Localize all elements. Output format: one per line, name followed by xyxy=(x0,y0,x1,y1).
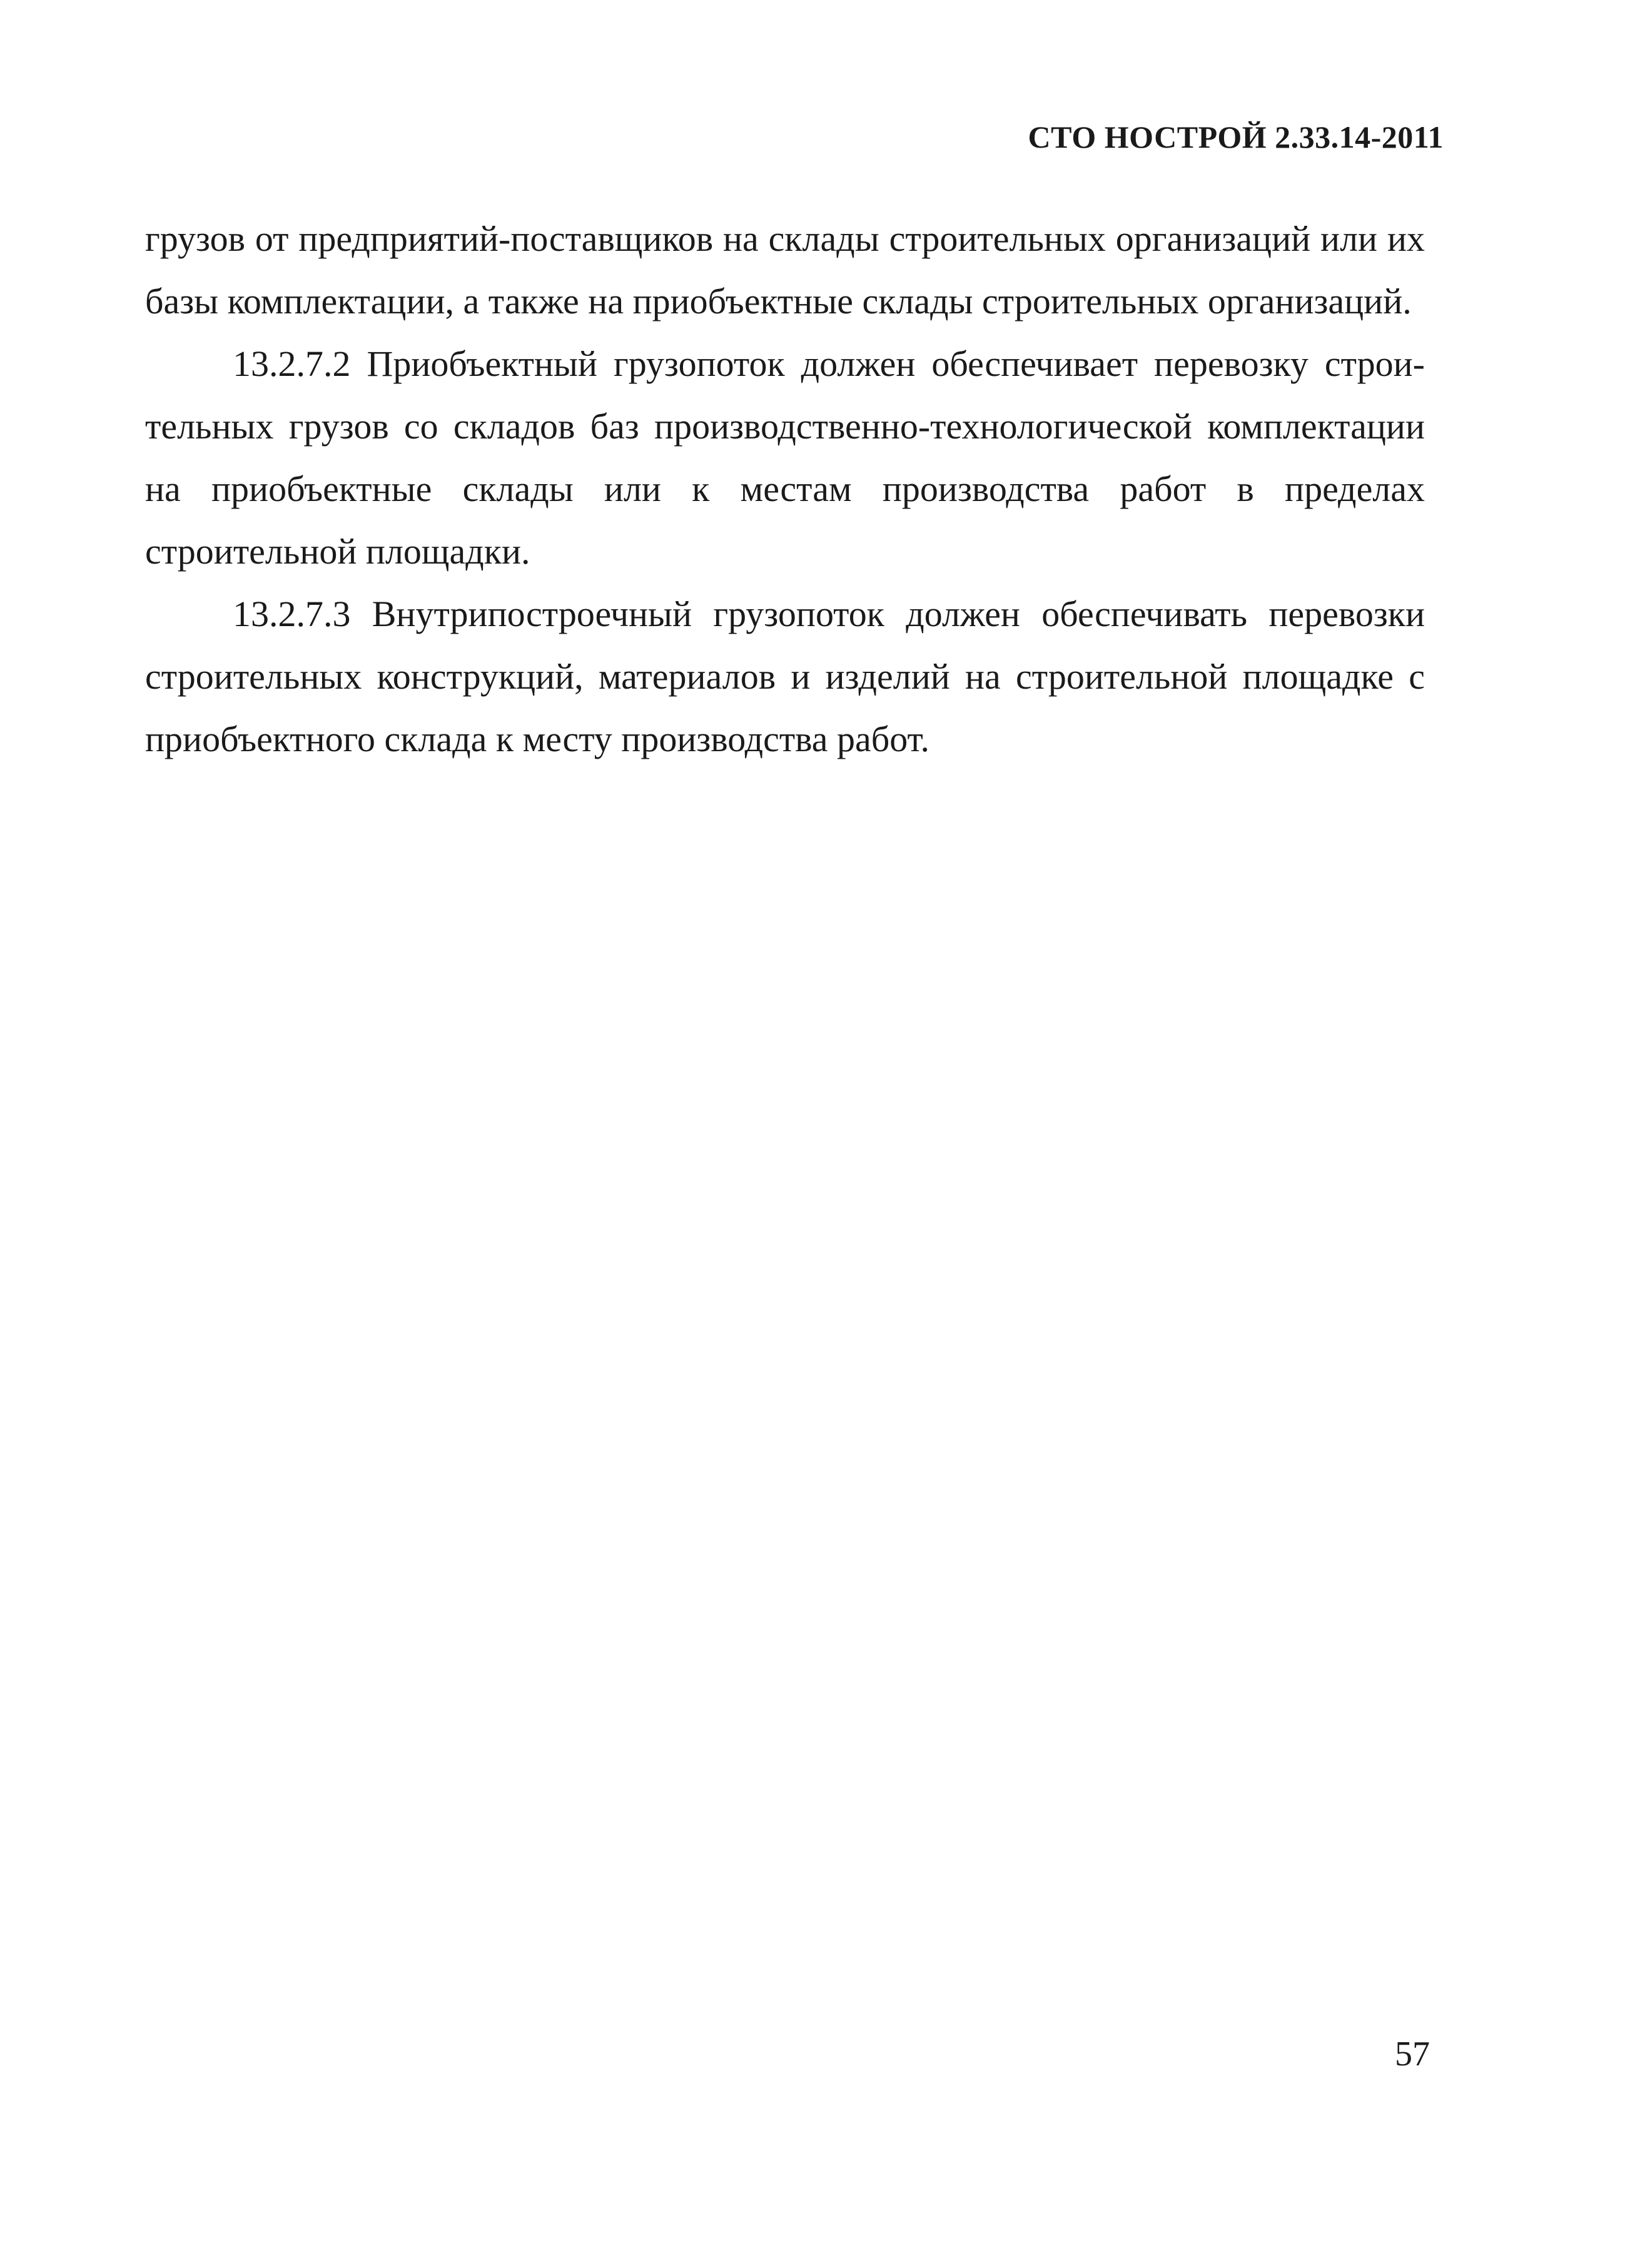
page-number: 57 xyxy=(1395,2035,1430,2073)
paragraph-continuation: грузов от предприятий-поставщиков на склады строительных организаций или их базы комплектации, а также на приобъектные склады строительных организаций. xyxy=(145,218,1425,321)
document-body xyxy=(145,208,1425,771)
paragraph-13-2-7-2: 13.2.7.2 Приобъектный грузопоток должен обеспечивает перевозку строительных грузов со складов баз производственно-технологической комплектации на приобъектные склады или к местам производства работ в пределах строительной площадки. xyxy=(145,343,1425,572)
paragraph-13-2-7-3: 13.2.7.3 Внутрипостроечный грузопоток должен обеспечивать перевозки строительных конструкций, материалов и изделий на строительной площадке с приобъектного склада к месту производства работ. xyxy=(145,594,1425,759)
document-code-header: СТО НОСТРОЙ 2.33.14-2011 xyxy=(1028,119,1444,154)
